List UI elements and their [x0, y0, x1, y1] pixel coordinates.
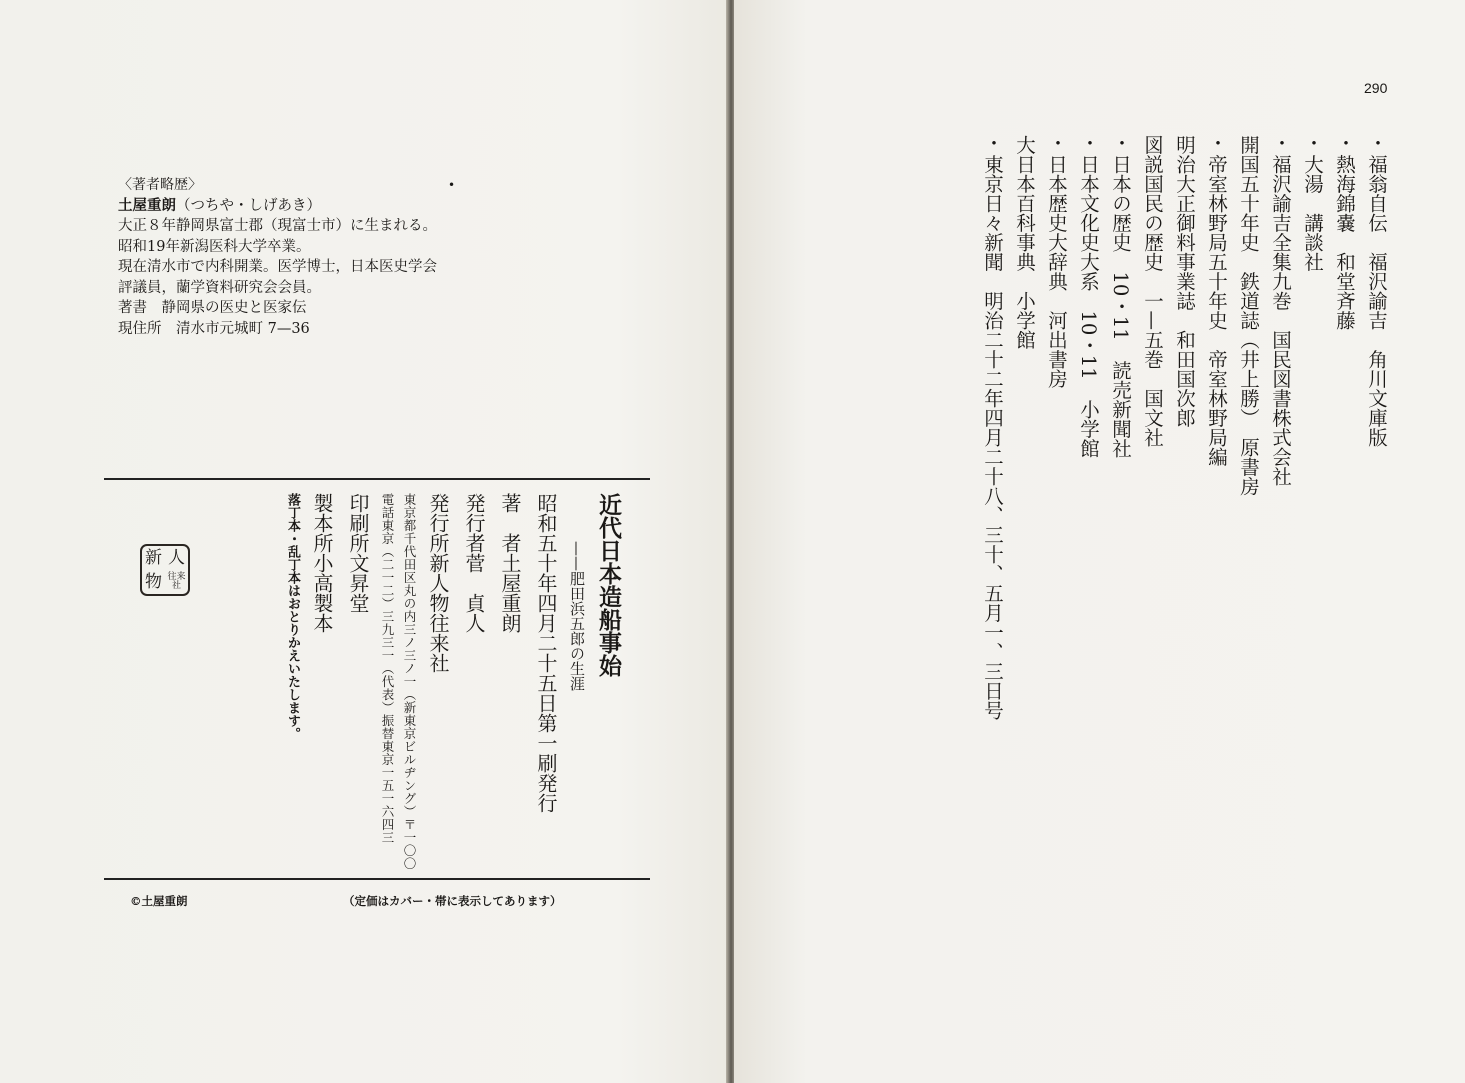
- publication-date-line: [528, 493, 564, 878]
- bullet-dot: ・: [1077, 133, 1100, 153]
- reference-item: [1072, 133, 1104, 693]
- reference-list: [981, 133, 1392, 720]
- seal-char: 物: [145, 571, 162, 592]
- reference-text: 帝室林野局五十年史 帝室林野局編: [1205, 154, 1228, 467]
- bio-line: 昭和19年新潟医科大学卒業。: [118, 238, 311, 255]
- publisher-value: 新人物往来社: [426, 553, 450, 673]
- reference-item: [1360, 133, 1392, 693]
- colophon-top-rule: [104, 478, 650, 480]
- reference-item: [1232, 133, 1264, 693]
- reference-text: 熱海錦嚢 和堂斉藤: [1333, 154, 1356, 330]
- reference-item: [1008, 133, 1040, 693]
- book-title: 近代日本造船事始: [595, 493, 622, 677]
- publication-date: 昭和五十年四月二十五日: [534, 493, 558, 713]
- binder-value: 小高製本: [310, 553, 334, 633]
- issuer-value: 菅 貞人: [462, 553, 486, 633]
- reference-text: 大湯 講談社: [1301, 154, 1324, 272]
- bullet-dot: ・: [1333, 133, 1356, 153]
- reference-item: [1296, 133, 1328, 693]
- reference-text: 福翁自伝 福沢諭吉 角川文庫版: [1365, 154, 1388, 447]
- seal-char: 人: [168, 547, 185, 568]
- publisher-address: 東京都千代田区丸の内三ノ三ノ一（新東京ビルヂング）〒一〇〇: [402, 493, 417, 870]
- reference-item: [1200, 133, 1232, 693]
- bullet-dot: ・: [1045, 133, 1068, 153]
- reference-text: 大日本百科事典 小学館: [1013, 135, 1036, 350]
- binder-line: [304, 493, 340, 878]
- printer-value: 文昇堂: [346, 553, 370, 613]
- issuer-line: [456, 493, 492, 878]
- publisher-seal: [140, 544, 190, 596]
- bio-line: 著書 静岡県の医史と医家伝: [118, 300, 307, 316]
- bullet-dot: ・: [1301, 133, 1324, 153]
- bullet-dot: ・: [1269, 133, 1292, 153]
- reference-item: [1040, 133, 1072, 693]
- author-biography: [118, 175, 437, 339]
- publisher-line: [420, 493, 456, 878]
- page-number: 290: [1364, 80, 1388, 96]
- publisher-label: 発行所: [426, 493, 450, 553]
- reference-item: [1104, 133, 1136, 693]
- reference-text: 図説国民の歴史 一—五巻 国文社: [1141, 135, 1164, 447]
- reference-text: 日本の歴史 10・11 読売新聞社: [1109, 154, 1132, 458]
- bio-line: 大正８年静岡県富士郡（現富士市）に生まれる。: [118, 218, 437, 234]
- seal-char: 往来社: [167, 572, 186, 591]
- colophon-bottom-rule: [104, 878, 650, 880]
- replacement-note: 落丁本・乱丁本はおとりかえいたします。: [285, 493, 300, 740]
- colophon: [196, 493, 626, 878]
- bio-heading: 〈著者略歴〉: [118, 177, 202, 193]
- price-note: （定価はカバー・帯に表示してあります）: [343, 894, 562, 908]
- seal-char: 新: [145, 547, 162, 568]
- author-name: 土屋重朗: [118, 196, 176, 214]
- reference-text: 東京日々新聞 明治二十二年四月二十八、三十、五月一、三日号: [981, 154, 1004, 720]
- reference-text: 明治大正御料事業誌 和田国次郎: [1173, 135, 1196, 428]
- bio-line: 現住所 清水市元城町 7—36: [118, 320, 310, 337]
- book-subtitle: ——肥田浜五郎の生涯: [568, 541, 586, 691]
- reference-item: [1136, 133, 1168, 693]
- edition: 第一刷発行: [534, 713, 558, 813]
- bullet-dot: ・: [1109, 133, 1132, 153]
- printer-line: [340, 493, 376, 878]
- reference-text: 日本文化史大系 10・11 小学館: [1077, 154, 1100, 458]
- bullet-dot: ・: [1365, 133, 1388, 153]
- author-reading: （つちや・しげあき）: [176, 197, 321, 214]
- author-line: [492, 493, 528, 878]
- publisher-phone: 電話東京（二一二）三九三一（代表）振替東京一五一六四三: [380, 493, 395, 844]
- bullet-dot: ・: [1205, 133, 1228, 153]
- binder-label: 製本所: [310, 493, 334, 553]
- bullet-dot: ・: [981, 133, 1004, 153]
- bio-line: 現在清水市で内科開業。医学博士，日本医史学会: [118, 259, 437, 275]
- reference-text: 日本歴史大辞典 河出書房: [1045, 154, 1068, 389]
- issuer-label: 発行者: [462, 493, 486, 553]
- printer-label: 印刷所: [346, 493, 370, 553]
- ink-dot: •: [448, 178, 456, 192]
- reference-item: [976, 133, 1008, 720]
- copyright-notice: ©土屋重朗: [130, 894, 188, 908]
- author-value: 土屋重朗: [498, 553, 522, 633]
- reference-item: [1328, 133, 1360, 693]
- bio-line: 評議員，蘭学資料研究会会員。: [118, 279, 321, 296]
- reference-text: 開国五十年史 鉄道誌（井上勝） 原書房: [1237, 135, 1260, 496]
- reference-item: [1168, 133, 1200, 693]
- reference-text: 福沢諭吉全集九巻 国民図書株式会社: [1269, 154, 1292, 486]
- author-label: 著 者: [498, 493, 522, 553]
- reference-item: [1264, 133, 1296, 693]
